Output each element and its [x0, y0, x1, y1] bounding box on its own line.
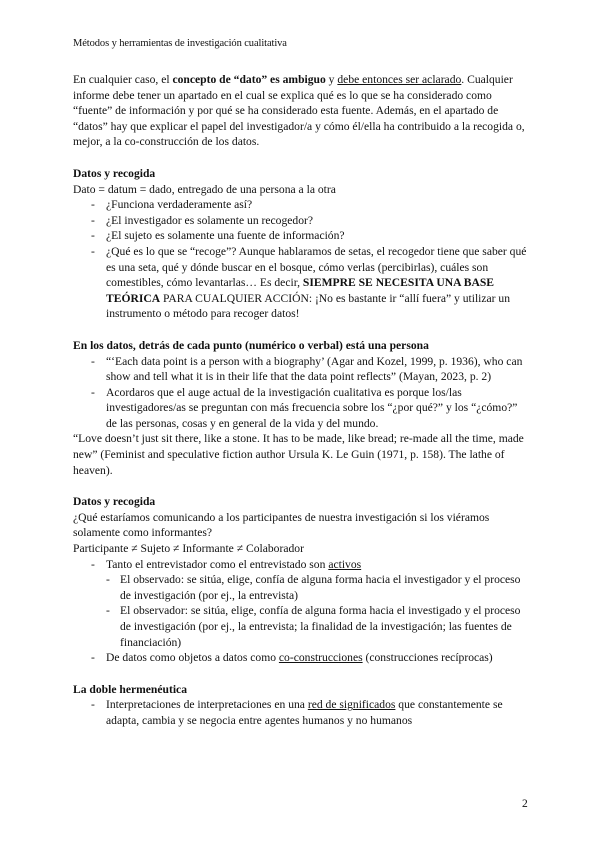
list-item: - ¿El investigador es solamente un recogedor? [73, 213, 528, 229]
red-significados-underlined: red de significados [307, 698, 396, 712]
section-title-doble-hermeneutica: La doble hermenéutica [73, 682, 187, 696]
page-number: 2 [522, 798, 528, 810]
list-item: - Interpretaciones de interpretaciones en una red de significados que constantemente se adapta, cambia y se negocia entre agentes humanos y no humanos [73, 697, 528, 728]
section3-sublist [73, 572, 528, 650]
section4-list [73, 697, 528, 728]
data-concept-emphasis: concepto de “dato” es ambiguo [172, 73, 326, 86]
list-item: - Tanto el entrevistador como el entrevistado son activos - El observado: se sitúa, elige, confía de alguna forma hacia el investigador y el proceso de investigación (por ej., la entrevista) - El observador: se sitúa, elige, confía de alguna forma hacia el investigado y el proceso de investigación (por ej., la entrevista; la finalidad de la investigación; las fuentes de financiación) [73, 557, 528, 651]
section-title-datos-recogida-2: Datos y recogida [73, 495, 156, 509]
section1-list [73, 197, 528, 322]
sub-list-item: - El observador: se sitúa, elige, confía de alguna forma hacia el investigado y el proceso de investigación (por ej., la entrevista; la finalidad de la investigación; las fuentes de financiación) [73, 603, 528, 650]
activos-underlined: activos [328, 557, 362, 571]
section-title-datos-recogida: Datos y recogida [73, 166, 156, 180]
roles-line: Participante ≠ Sujeto ≠ Informante ≠ Colaborador [73, 542, 304, 556]
section3-list [73, 557, 528, 666]
theory-base-emphasis: SIEMPRE SE NECESITA UNA BASE TEÓRICA [106, 276, 495, 305]
list-item: - ¿Qué es lo que se “recoge”? Aunque hablaramos de setas, el recogedor tiene que saber qué es una seta, qué y dónde buscar en el bosque, cómo verlas (percibirlas), cuáles son comestibles, cómo levantarlas… Es decir, SIEMPRE SE NECESITA UNA BASE TEÓRICA PARA CUALQUIER ACCIÓN: ¡No es bastante ir “allí fuera” y utilizar un instrumento o método para recoger datos! [73, 244, 528, 322]
datum-definition: Dato = datum = dado, entregado de una persona a la otra [73, 182, 336, 196]
section-title-persona: En los datos, detrás de cada punto (numérico o verbal) está una persona [73, 338, 429, 352]
section2-list [73, 354, 528, 432]
list-item: - “‘Each data point is a person with a biography’ (Agar and Kozel, 1999, p. 1936), who can show and tell what it is in their life that the data point reflects” (Mayan, 2023, p. 2) [73, 354, 528, 385]
list-item: - ¿El sujeto es solamente una fuente de información? [73, 228, 528, 244]
sub-list-item: - El observado: se sitúa, elige, confía de alguna forma hacia el investigador y el proceso de investigación (por ej., la entrevista) [73, 572, 528, 603]
must-clarify-underlined: debe entonces ser aclarado [337, 73, 462, 86]
le-guin-quote: “Love doesn’t just sit there, like a stone. It has to be made, like bread; re-made all the time, made new” (Feminist and speculative fiction author Ursula K. Le Guin (1971, p. 158). The lathe of heaven). [73, 432, 524, 477]
participants-question: ¿Qué estaríamos comunicando a los participantes de nuestra investigación si los viéramos solamente como informantes? [73, 510, 490, 540]
co-construcciones-underlined: co-construcciones [278, 651, 363, 665]
intro-paragraph: En cualquier caso, el concepto de “dato” es ambiguo y debe entonces ser aclarado. Cualquier informe debe tener un apartado en el cual se explica qué es lo que se ha considerado como “fuente” de información y por qué se ha considerado esta fuente. Además, en el apartado de “datos” hay que explicar el papel del investigador/a y cómo él/ella ha contribuido a la recogida o, mejor, a la co-construcción de los datos. [73, 73, 525, 149]
list-item: - Acordaros que el auge actual de la investigación cualitativa es porque los/las investigadores/as se preguntan con más frecuencia sobre los “¿por qué?” y los “¿cómo?” de las personas, cosas y en general de la vida y del mundo. [73, 385, 528, 432]
list-item: - ¿Funciona verdaderamente así? [73, 197, 528, 213]
list-item: - De datos como objetos a datos como co-construcciones (construcciones recíprocas) [73, 650, 528, 666]
page-header: Métodos y herramientas de investigación cualitativa [73, 38, 287, 49]
document-body [73, 72, 528, 729]
